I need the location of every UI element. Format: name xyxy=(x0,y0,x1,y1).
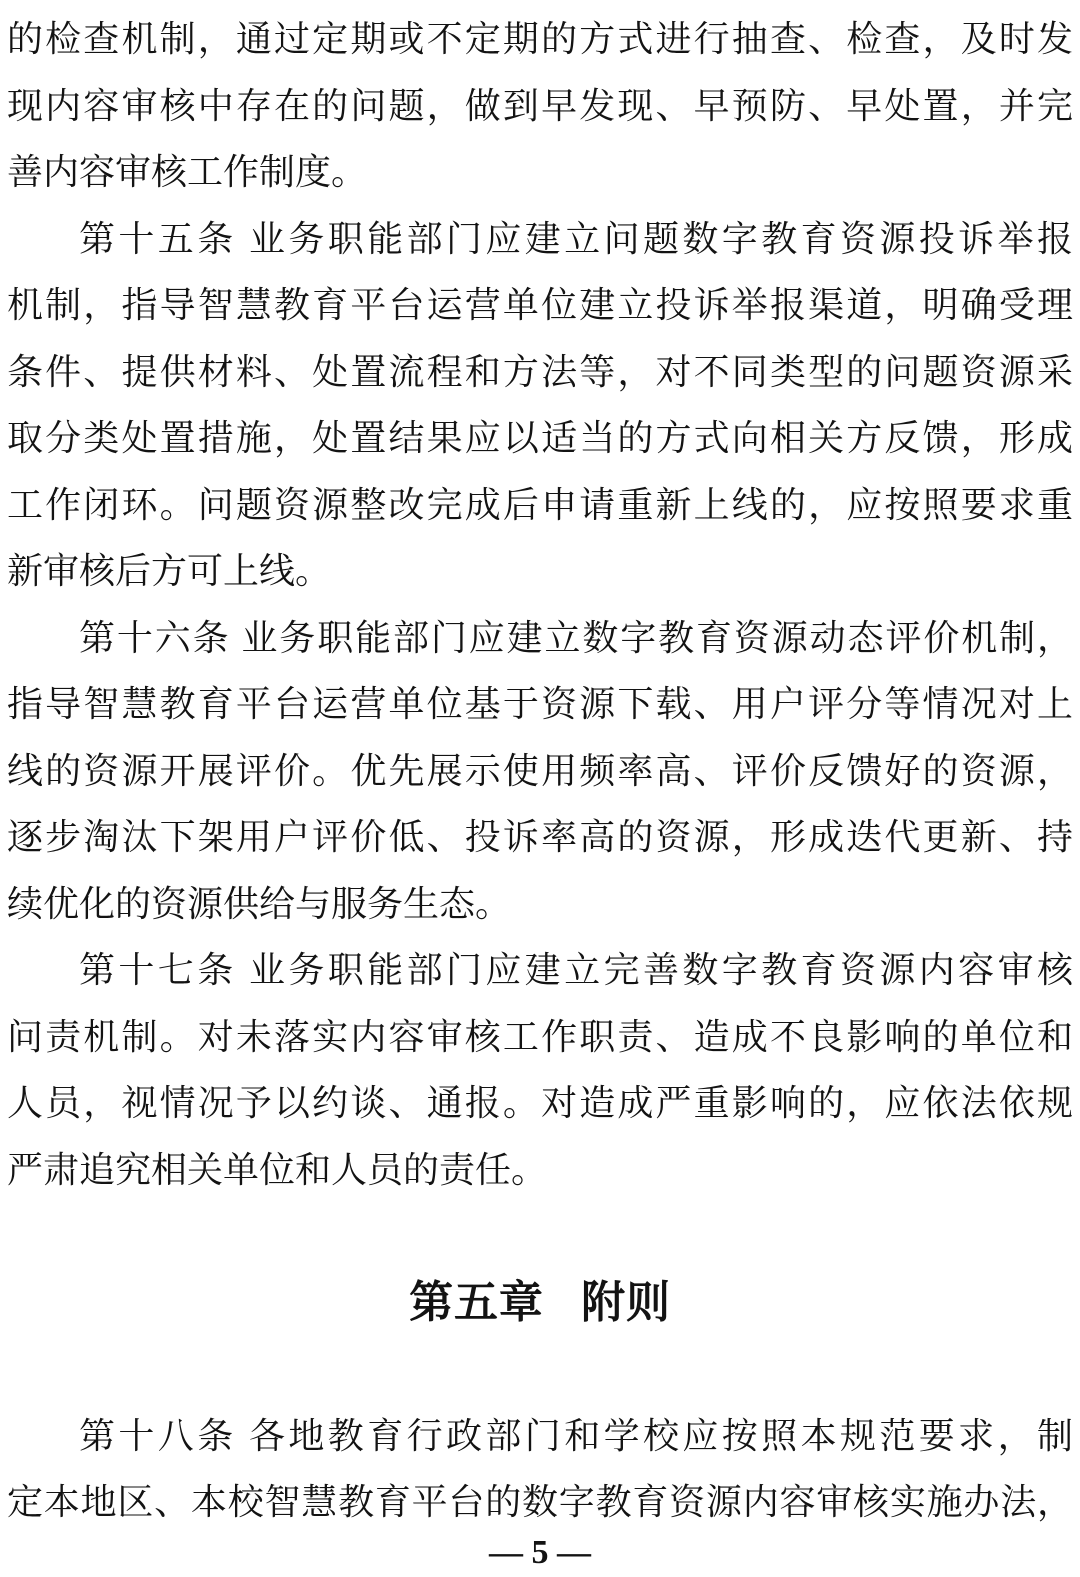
text-line: 取分类处置措施，处置结果应以适当的方式向相关方反馈，形成 xyxy=(7,418,1073,458)
text-line: 机制，指导智慧教育平台运营单位建立投诉举报渠道，明确受理 xyxy=(7,285,1073,325)
page-number: — 5 — xyxy=(489,1534,591,1571)
text-line: 续优化的资源供给与服务生态。 xyxy=(7,883,512,924)
text-line: 问责机制。对未落实内容审核工作职责、造成不良影响的单位和 xyxy=(7,1016,1073,1057)
text-line: 的检查机制，通过定期或不定期的方式进行抽查、检查，及时发 xyxy=(7,19,1073,59)
chapter-heading: 第五章 附则 xyxy=(409,1277,671,1327)
text-line: 第十五条 业务职能部门应建立问题数字教育资源投诉举报 xyxy=(79,218,1073,259)
text-line: 第十七条 业务职能部门应建立完善数字教育资源内容审核 xyxy=(79,950,1073,990)
document-body xyxy=(7,6,1073,1536)
text-line: 第十八条 各地教育行政部门和学校应按照本规范要求，制 xyxy=(79,1415,1073,1456)
text-line: 善内容审核工作制度。 xyxy=(7,152,368,192)
text-line: 定本地区、本校智慧教育平台的数字教育资源内容审核实施办法， xyxy=(7,1482,1073,1522)
text-line: 条件、提供材料、处置流程和方法等，对不同类型的问题资源采 xyxy=(7,351,1073,392)
text-line: 现内容审核中存在的问题，做到早发现、早预防、早处置，并完 xyxy=(7,85,1073,126)
text-line: 逐步淘汰下架用户评价低、投诉率高的资源，形成迭代更新、持 xyxy=(7,817,1073,857)
text-line: 线的资源开展评价。优先展示使用频率高、评价反馈好的资源， xyxy=(7,750,1073,791)
blank-line xyxy=(7,1203,1073,1270)
text-line: 新审核后方可上线。 xyxy=(7,551,332,591)
text-line: 第十六条 业务职能部门应建立数字教育资源动态评价机制， xyxy=(79,617,1073,658)
text-line: 工作闭环。问题资源整改完成后申请重新上线的，应按照要求重 xyxy=(7,484,1073,525)
text-line: 指导智慧教育平台运营单位基于资源下载、用户评分等情况对上 xyxy=(7,684,1073,724)
text-line: 严肃追究相关单位和人员的责任。 xyxy=(7,1149,548,1190)
blank-line xyxy=(7,1336,1073,1403)
text-line: 人员，视情况予以约谈、通报。对造成严重影响的，应依法依规 xyxy=(7,1083,1073,1123)
